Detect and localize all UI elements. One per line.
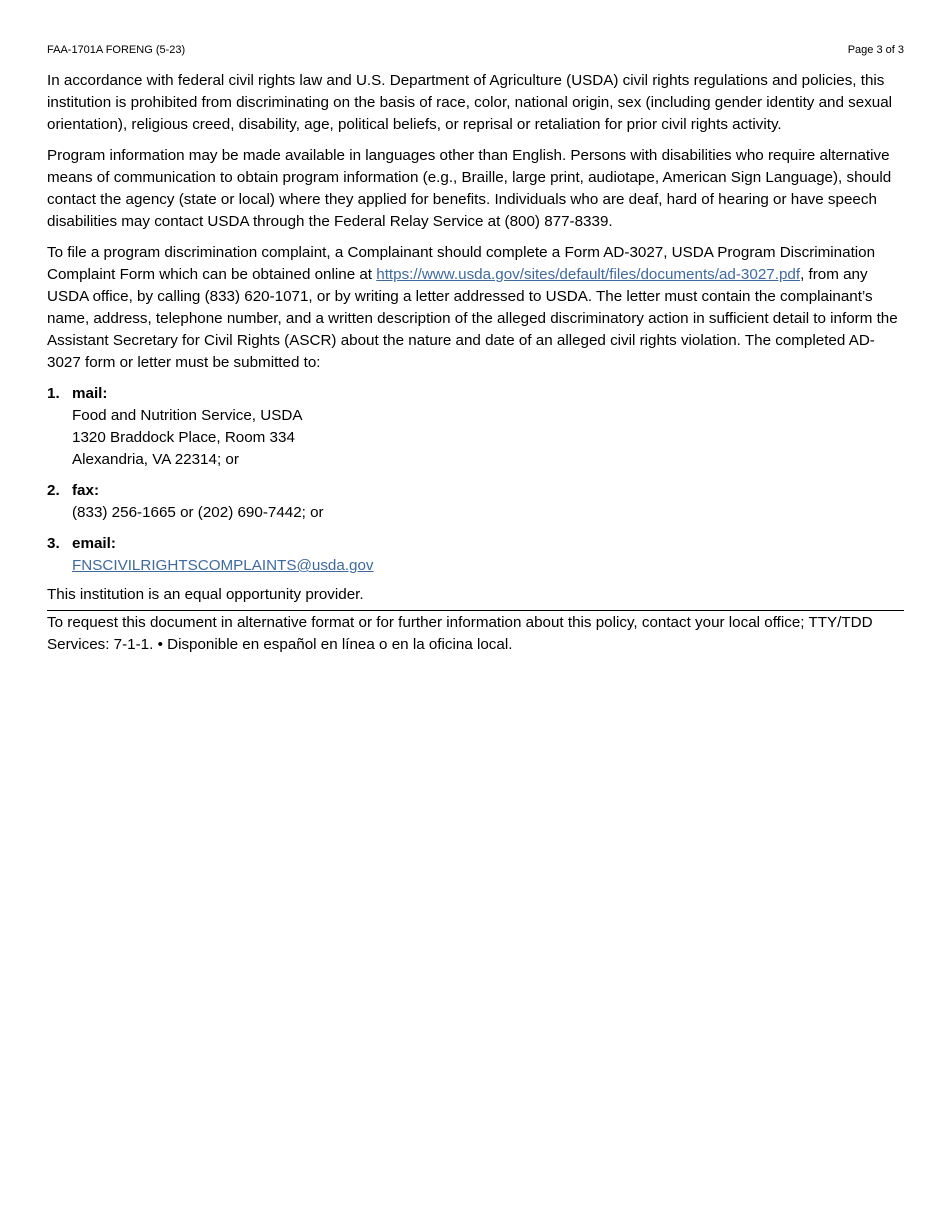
alternative-format-note: To request this document in alternative format or for further information about this policy, contact your local office; TTY/TDD Services: 7-1-1. • Disponible en español en línea o en la oficina local.	[47, 614, 873, 653]
mail-label: mail:	[72, 385, 108, 402]
equal-opportunity-statement: This institution is an equal opportunity provider.	[47, 586, 364, 603]
fax-label: fax:	[72, 482, 100, 499]
page-header	[47, 0, 904, 57]
complaint-text-after-link: , from any USDA office, by calling (833) 620-1071, or by writing a letter addressed to USDA. The letter must contain the complainant’s name, address, telephone number, and a written description of the alleged discriminatory action in sufficient detail to inform the Assistant Secretary for Civil Rights (ASCR) about the nature and date of an alleged civil rights violation. The completed AD-3027 form or letter must be submitted to:	[47, 266, 898, 371]
mail-address-line-3: Alexandria, VA 22314; or	[72, 451, 239, 468]
civil-rights-statement: In accordance with federal civil rights law and U.S. Department of Agriculture (USDA) civil rights regulations and policies, this institution is prohibited from discriminating on the basis of race, color, national origin, sex (including gender identity and sexual orientation), religious creed, disability, age, political beliefs, or reprisal or retaliation for prior civil rights activity.	[47, 72, 893, 133]
email-details	[72, 533, 904, 577]
submission-methods-list	[47, 383, 904, 577]
list-item-mail	[47, 383, 904, 471]
section-divider	[47, 610, 904, 611]
fax-details	[72, 480, 904, 524]
list-number: 1.	[47, 385, 60, 402]
list-number: 2.	[47, 482, 60, 499]
complaint-text-before-link: To file a program discrimination complaint, a Complainant should complete a Form AD-3027, USDA Program Discrimination Complaint Form which can be obtained online at	[47, 244, 876, 283]
page-indicator: Page 3 of 3	[847, 44, 904, 56]
list-item-fax	[47, 480, 904, 524]
complaint-filing-paragraph	[47, 242, 904, 374]
ad-3027-form-link[interactable]: https://www.usda.gov/sites/default/files/documents/ad-3027.pdf	[376, 266, 801, 283]
form-id: FAA-1701A FORENG (5-23)	[47, 44, 186, 56]
list-number: 3.	[47, 535, 60, 552]
mail-address-line-2: 1320 Braddock Place, Room 334	[72, 429, 295, 446]
mail-details	[72, 383, 904, 471]
email-label: email:	[72, 535, 116, 552]
list-item-email	[47, 533, 904, 577]
mail-address-line-1: Food and Nutrition Service, USDA	[72, 407, 303, 424]
complaints-email-link[interactable]: FNSCIVILRIGHTSCOMPLAINTS@usda.gov	[72, 557, 374, 574]
fax-numbers: (833) 256-1665 or (202) 690-7442; or	[72, 504, 324, 521]
language-accessibility-paragraph: Program information may be made available in languages other than English. Persons with disabilities who require alternative means of communication to obtain program information (e.g., Braille, large print, audiotape, American Sign Language), should contact the agency (state or local) where they applied for benefits. Individuals who are deaf, hard of hearing or have speech disabilities may contact USDA through the Federal Relay Service at (800) 877-8339.	[47, 147, 892, 230]
